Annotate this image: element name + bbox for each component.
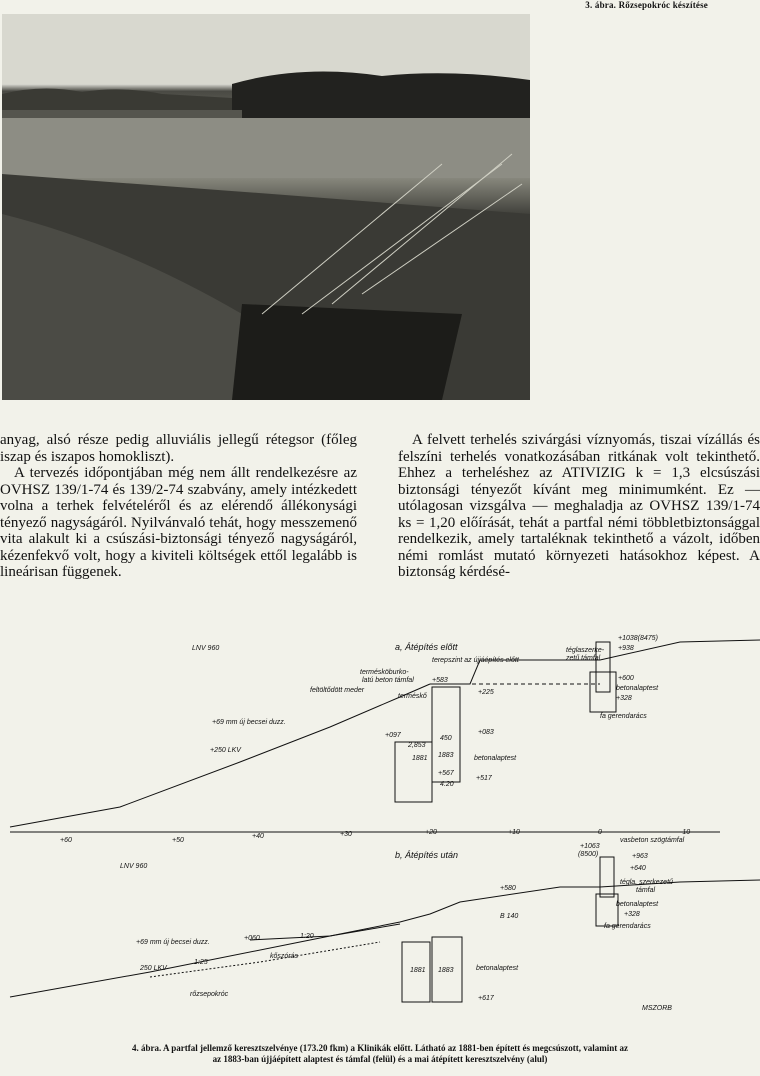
b-v18500: (8500) bbox=[578, 851, 599, 858]
axis-10: +10 bbox=[508, 829, 520, 836]
b-v1881: 1881 bbox=[410, 967, 426, 974]
a-feltoltodott: feltöltődött meder bbox=[310, 687, 365, 694]
b-vasbeton: vasbeton szögtámfal bbox=[620, 837, 685, 844]
b-v617: +617 bbox=[478, 995, 494, 1002]
b-lkv250: 250 LKV bbox=[140, 965, 167, 972]
section-a-title: a, Átépítés előtt bbox=[395, 642, 458, 652]
a-v420: 4.20 bbox=[440, 781, 454, 788]
a-v583: +583 bbox=[432, 677, 448, 684]
a-v097: +097 bbox=[385, 732, 401, 739]
figure4-caption bbox=[30, 1043, 730, 1065]
a-termesko: terméskő bbox=[398, 693, 427, 700]
a-v450: 450 bbox=[440, 735, 452, 742]
b-mv69: +69 mm új becsei duzz. bbox=[136, 939, 210, 946]
b-tegla: tégla, szerkezetű bbox=[620, 879, 673, 886]
b-v640: +640 bbox=[630, 865, 646, 872]
a-v1883: 1883 bbox=[438, 752, 454, 759]
axis-minus-10: -10 bbox=[680, 829, 691, 836]
axis-60: +60 bbox=[60, 837, 72, 844]
a-lkv250: +250 LKV bbox=[210, 747, 241, 754]
a-termeskobarvo: termésköburko- bbox=[360, 669, 409, 676]
a-terepszint: terepszint az újjáépítés előtt bbox=[432, 657, 519, 664]
b-b140: B 140 bbox=[500, 913, 519, 920]
section-b-title: b, Átépítés után bbox=[395, 850, 459, 860]
axis-20: +20 bbox=[425, 829, 437, 836]
axis-30: +30 bbox=[340, 831, 352, 838]
figure4-caption-line2: az 1883-ban újjáépített alaptest és támfal (felül) és a mai átépített keresztszelvény (alul) bbox=[212, 1054, 548, 1064]
a-v083: +083 bbox=[478, 729, 494, 736]
axis-0: 0 bbox=[598, 829, 602, 836]
b-tamfal: támfal bbox=[636, 887, 656, 894]
a-v225: +225 bbox=[478, 689, 494, 696]
b-v963: +963 bbox=[632, 853, 648, 860]
b-lnv: LNV 960 bbox=[120, 863, 148, 870]
a-v328: +328 bbox=[616, 695, 632, 702]
b-rozsepokroc: rőzsepokróc bbox=[190, 991, 229, 998]
a-v600: +600 bbox=[618, 675, 634, 682]
a-mv69: +69 mm új becsei duzz. bbox=[212, 719, 286, 726]
a-v567: +567 bbox=[438, 770, 454, 777]
a-gerendaracs: fa gerendarács bbox=[600, 713, 647, 720]
left-paragraph-1: anyag, alsó része pedig alluviális jellegű rétegsor (főleg iszap és iszapos homokliszt). bbox=[0, 432, 357, 465]
right-column bbox=[398, 432, 760, 581]
b-gerendaracs: fa gerendarács bbox=[604, 923, 651, 930]
left-column bbox=[0, 432, 357, 581]
b-v060: +060 bbox=[244, 935, 260, 942]
a-teglaszerkezet: téglaszerke- bbox=[566, 647, 605, 654]
b-v1883: 1883 bbox=[438, 967, 454, 974]
b-v328: +328 bbox=[624, 911, 640, 918]
b-mszorb: MSZORB bbox=[642, 1005, 672, 1012]
b-v580: +580 bbox=[500, 885, 516, 892]
right-paragraph-1: A felvett terhelés szivárgási víznyomás, tiszai vízállás és felszíni terhelés vonatkozásában ritkának volt tekinthető. Ehhez a terheléshez az ATIVIZIG k = 1,3 elcsúszási biztonsági tényezőt kívánt meg minimumként. Ez — utólagosan vizsgálva — meghaladja az OVHSZ 139/1-74 ks = 1,20 előírását, tehát a partfal némi többletbiztonsággal rendelkezik, amely tartaléknak tekinthető a vázolt, időben némi romlást mutató környezeti hatásokhoz képest. A biztonság kérdésé- bbox=[398, 432, 760, 580]
axis-50: +50 bbox=[172, 837, 184, 844]
figure4-caption-line1: 4. ábra. A partfal jellemző keresztszelvénye (173.20 fkm) a Klinikák előtt. Látható az 1881-ben épített és megcsúszott, valamint az bbox=[131, 1043, 628, 1053]
a-betonalaptest: betonalaptest bbox=[474, 755, 517, 762]
a-v1038: +1038(8475) bbox=[618, 635, 658, 642]
left-paragraph-2: A tervezés időpontjában még nem állt rendelkezésre az OVHSZ 139/1-74 és 139/2-74 szabvány, amely intézkedett volna a terhek felvételéről és az elérendő állékonysági tényező nagyságáról. Nyilvánvaló tehát, hogy messzemenő vita alakult ki a csúszási-biztonsági tényező nagyságáról, kézenfekvő volt, hogy a kiviteli költségek ettől legalább is lineárisan függenek. bbox=[0, 465, 357, 580]
b-v1063: +1063 bbox=[580, 843, 600, 850]
a-v2853: 2,853 bbox=[408, 742, 426, 749]
axis-40: +40 bbox=[252, 833, 264, 840]
figure3-caption: 3. ábra. Rőzsepokróc készítése bbox=[585, 0, 708, 10]
a-tott-beton: latú beton támfal bbox=[362, 677, 414, 684]
a-lnv: LNV 960 bbox=[192, 645, 220, 652]
cross-section-diagram bbox=[0, 632, 760, 1032]
b-slope-120: 1:20 bbox=[300, 933, 314, 940]
a-v517: +517 bbox=[476, 775, 492, 782]
a-v938: +938 bbox=[618, 645, 634, 652]
b-slope-125: 1:25 bbox=[194, 959, 208, 966]
a-zetu-tamfal: zetű támfal bbox=[566, 655, 601, 662]
a-v1881: 1881 bbox=[412, 755, 428, 762]
b-koszoras: kőszórás bbox=[270, 953, 299, 960]
b-betonalaptest: betonalaptest bbox=[616, 901, 659, 908]
figure3-photo bbox=[2, 14, 530, 400]
a-betonalaptest2: betonalaptest bbox=[616, 685, 659, 692]
b-betonalaptest2: betonalaptest bbox=[476, 965, 519, 972]
photo-drawing bbox=[2, 14, 530, 400]
